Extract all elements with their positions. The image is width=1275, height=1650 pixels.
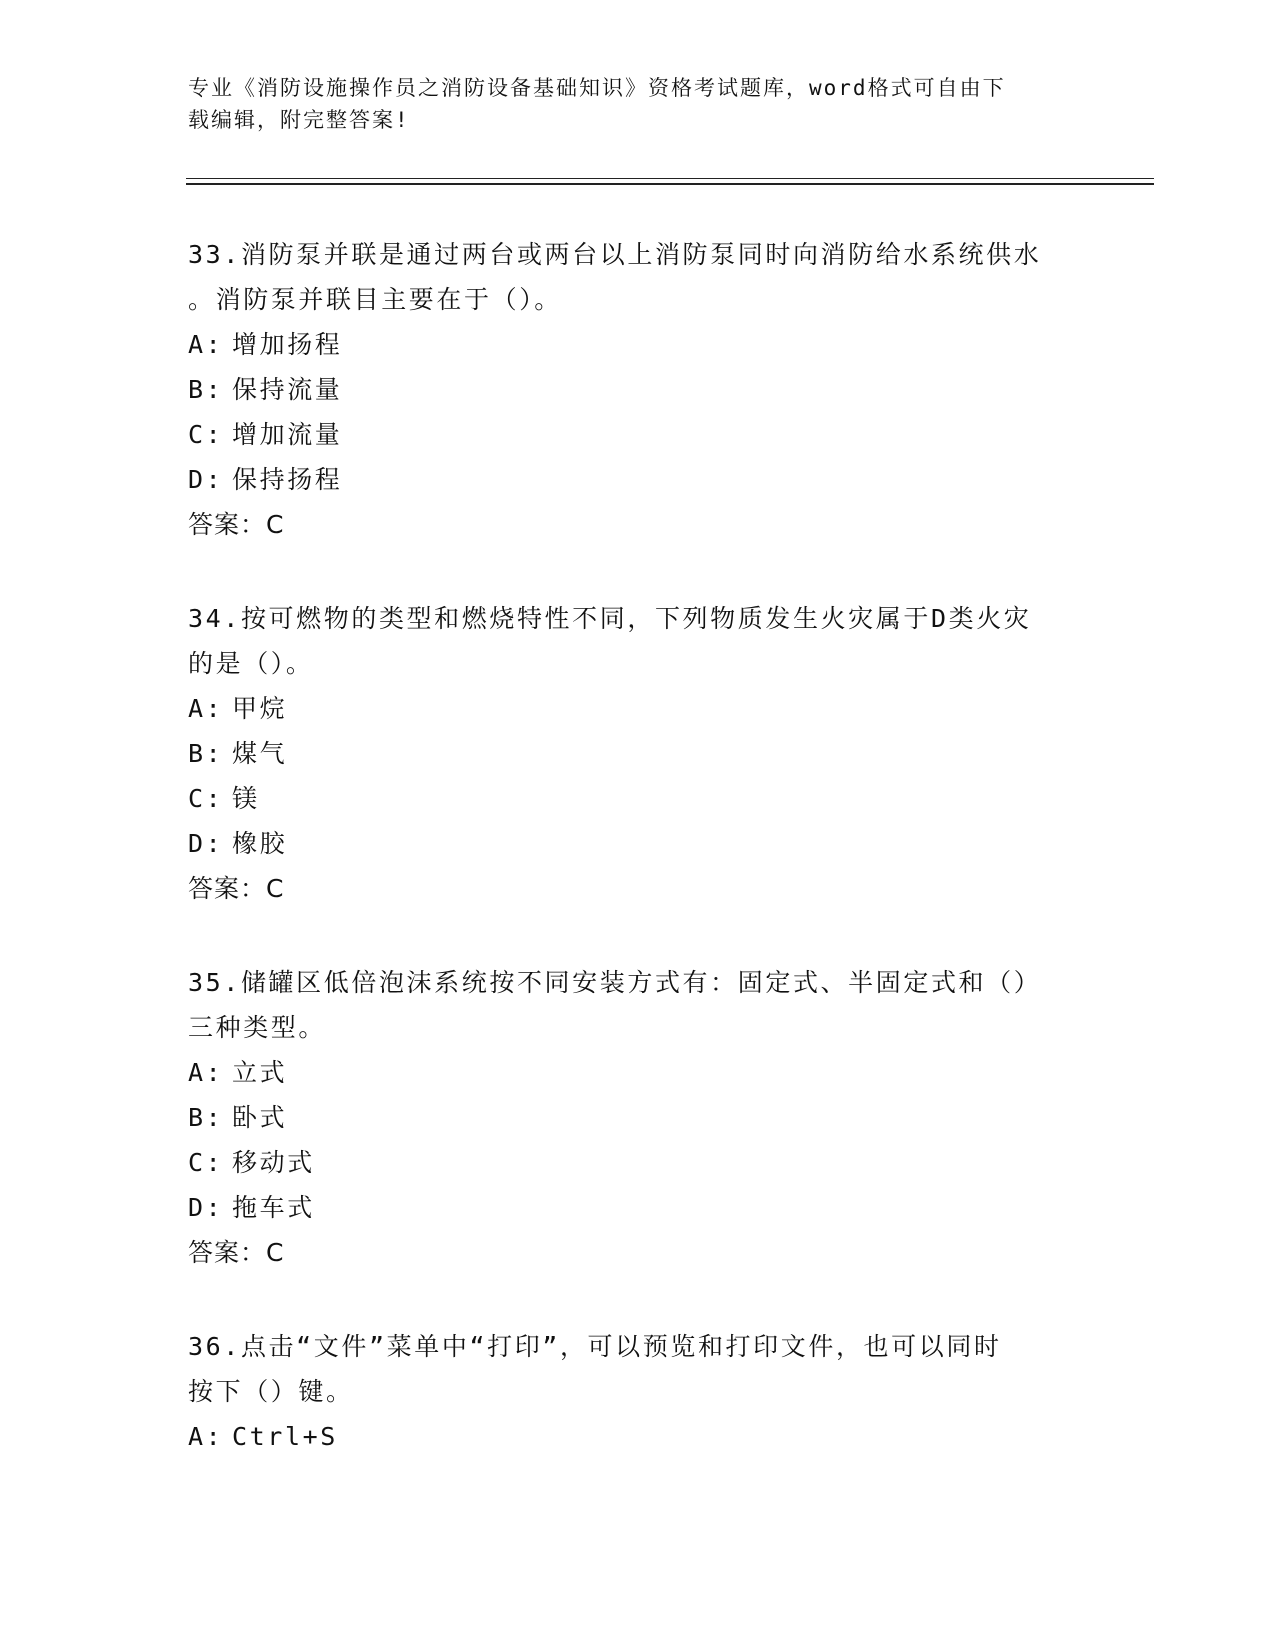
option-text: Ctrl+S (232, 1422, 338, 1451)
option-c (188, 776, 1088, 821)
answer-line: 答案：C (188, 874, 285, 903)
question-stem-line-2: 的是（）。 (188, 649, 314, 678)
option-text: 拖车式 (232, 1193, 315, 1222)
question-stem-line-2: 按下（）键。 (188, 1377, 354, 1406)
option-text: 移动式 (232, 1148, 315, 1177)
header-line-1: 专业《消防设施操作员之消防设备基础知识》资格考试题库，word格式可自由下 (188, 76, 1006, 100)
document-header (188, 72, 1068, 136)
option-text: 增加流量 (232, 420, 343, 449)
option-a (188, 1050, 1088, 1095)
question-stem-line-2: 三种类型。 (188, 1013, 327, 1042)
question-35 (188, 960, 1088, 1275)
option-letter: A: (188, 694, 224, 723)
option-letter: A: (188, 1422, 224, 1451)
option-letter: D: (188, 829, 224, 858)
option-text: 保持流量 (232, 375, 343, 404)
option-a (188, 322, 1088, 367)
option-letter: A: (188, 1058, 224, 1087)
question-stem-line-1: 35.储罐区低倍泡沫系统按不同安装方式有：固定式、半固定式和（） (188, 968, 1042, 997)
option-letter: B: (188, 375, 224, 404)
option-c (188, 412, 1088, 457)
option-d (188, 1185, 1088, 1230)
option-a (188, 1414, 1088, 1459)
header-line-2: 载编辑，附完整答案! (188, 108, 410, 132)
option-a (188, 686, 1088, 731)
option-letter: C: (188, 420, 224, 449)
option-text: 橡胶 (232, 829, 288, 858)
question-stem-line-1: 36.点击“文件”菜单中“打印”，可以预览和打印文件，也可以同时 (188, 1332, 1002, 1361)
option-letter: C: (188, 784, 224, 813)
option-letter: C: (188, 1148, 224, 1177)
question-stem-line-1: 33.消防泵并联是通过两台或两台以上消防泵同时向消防给水系统供水 (188, 240, 1042, 269)
question-stem-line-2: 。消防泵并联目主要在于（）。 (188, 285, 562, 314)
answer-line: 答案：C (188, 510, 285, 539)
option-letter: B: (188, 1103, 224, 1132)
option-d (188, 457, 1088, 502)
option-letter: A: (188, 330, 224, 359)
option-c (188, 1140, 1088, 1185)
option-letter: B: (188, 739, 224, 768)
option-d (188, 821, 1088, 866)
option-text: 卧式 (232, 1103, 288, 1132)
option-b (188, 1095, 1088, 1140)
question-34 (188, 596, 1088, 911)
header-divider-thin (186, 178, 1154, 179)
header-divider-thick (186, 183, 1154, 185)
option-b (188, 731, 1088, 776)
option-b (188, 367, 1088, 412)
option-letter: D: (188, 1193, 224, 1222)
option-text: 煤气 (232, 739, 288, 768)
question-stem-line-1: 34.按可燃物的类型和燃烧特性不同，下列物质发生火灾属于D类火灾 (188, 604, 1032, 633)
question-36 (188, 1324, 1088, 1459)
question-33 (188, 232, 1088, 547)
option-letter: D: (188, 465, 224, 494)
answer-line: 答案：C (188, 1238, 285, 1267)
option-text: 增加扬程 (232, 330, 343, 359)
option-text: 镁 (232, 784, 260, 813)
option-text: 甲烷 (232, 694, 288, 723)
option-text: 立式 (232, 1058, 288, 1087)
option-text: 保持扬程 (232, 465, 343, 494)
